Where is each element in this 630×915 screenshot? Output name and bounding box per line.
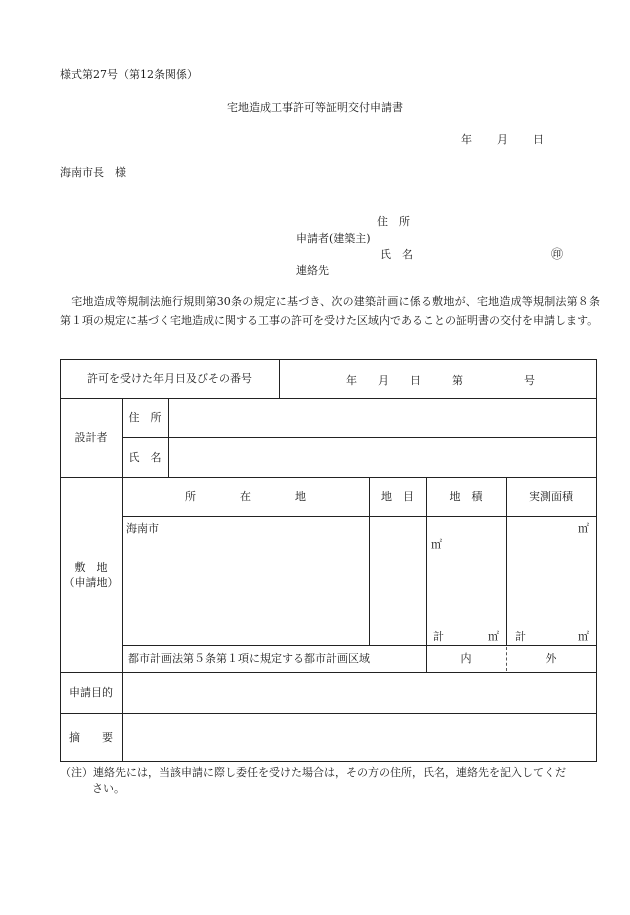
designer-label: 設計者 <box>74 431 108 444</box>
applicant-contact-label: 連絡先 <box>296 264 329 277</box>
permit-day-label: 日 <box>410 374 421 387</box>
measured-area-total-unit: ㎡ <box>578 630 589 643</box>
land-area-unit: ㎡ <box>431 538 442 551</box>
applicant-address-label: 住 所 <box>377 215 410 228</box>
site-label: 敷 地 <box>74 560 108 574</box>
permit-year-label: 年 <box>346 374 357 387</box>
seal-mark: ㊞ <box>551 247 564 261</box>
purpose-label: 申請目的 <box>69 686 113 699</box>
site-label-cell <box>60 477 122 672</box>
permit-label: 許可を受けた年月日及びその番号 <box>87 372 252 385</box>
date-year-label: 年 <box>461 133 472 146</box>
permit-number-prefix: 第 <box>452 374 463 387</box>
land-area-total-unit: ㎡ <box>488 630 499 643</box>
application-table <box>60 359 597 762</box>
date-month-label: 月 <box>497 133 508 146</box>
body-text: 宅地造成等規制法施行規則第30条の規定に基づき、次の建築計画に係る敷地が、宅地造成等規制法第８条第１項の規定に基づく宅地造成に関する工事の許可を受けた区域内であることの証明書の交付を申請します。 <box>60 295 600 327</box>
location-header: 所 在 地 <box>185 490 306 503</box>
city-planning-label: 都市計画法第５条第１項に規定する都市計画区域 <box>128 652 370 665</box>
footnote <box>60 765 605 797</box>
city-planning-outside: 外 <box>545 652 557 665</box>
permit-month-label: 月 <box>378 374 389 387</box>
measured-area-total-label: 計 <box>515 630 526 643</box>
footnote-line-1: （注）連絡先には，当該申請に際し委任を受けた場合は，その方の住所，氏名，連絡先を記入してくだ <box>60 766 566 779</box>
measured-area-unit: ㎡ <box>578 522 589 535</box>
city-planning-inside: 内 <box>460 652 472 665</box>
site-sublabel: （申請地） <box>63 575 119 589</box>
body-paragraph <box>60 293 600 330</box>
location-value: 海南市 <box>126 522 159 535</box>
applicant-name-label: 氏 名 <box>380 248 413 261</box>
form-number: 様式第27号（第12条関係） <box>60 68 198 81</box>
designer-address-label: 住 所 <box>128 411 162 424</box>
summary-label: 摘 要 <box>69 730 113 744</box>
land-category-header: 地 目 <box>381 490 414 503</box>
designer-name-label: 氏 名 <box>128 450 162 464</box>
measured-area-header: 実測面積 <box>529 490 573 503</box>
applicant-role-label: 申請者(建築主) <box>296 232 371 245</box>
land-area-total-label: 計 <box>433 630 444 643</box>
date-day-label: 日 <box>533 133 544 146</box>
footnote-line-2: さい。 <box>92 782 125 795</box>
page-title: 宅地造成工事許可等証明交付申請書 <box>227 101 403 114</box>
permit-number-suffix: 号 <box>524 374 535 387</box>
land-area-header: 地 積 <box>449 490 483 503</box>
addressee: 海南市長 様 <box>60 166 126 179</box>
